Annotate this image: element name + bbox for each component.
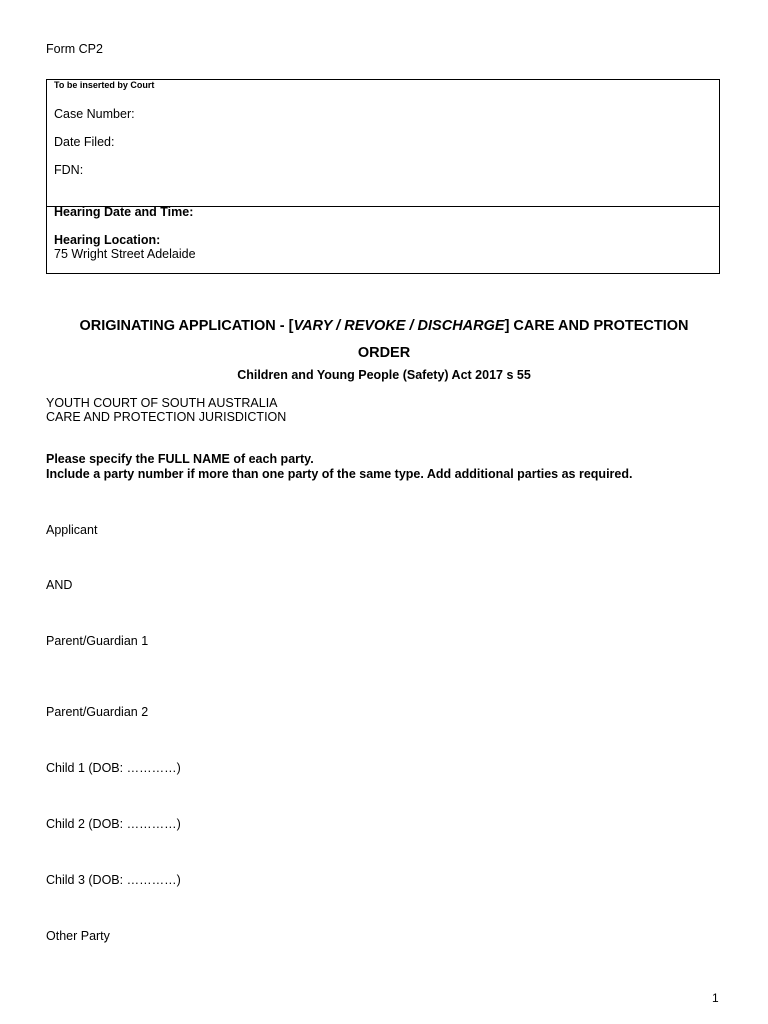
court-box-heading: To be inserted by Court bbox=[54, 80, 155, 90]
title-options: VARY / REVOKE / DISCHARGE bbox=[293, 318, 505, 334]
party-child-3: Child 3 (DOB: …………) bbox=[46, 873, 181, 887]
party-parent-guardian-2: Parent/Guardian 2 bbox=[46, 705, 149, 719]
document-title-line2: ORDER bbox=[357, 345, 411, 361]
form-id: Form CP2 bbox=[46, 42, 103, 56]
fdn-label: FDN: bbox=[54, 163, 84, 177]
case-number-label: Case Number: bbox=[54, 107, 135, 121]
party-child-1: Child 1 (DOB: …………) bbox=[46, 761, 181, 775]
court-jurisdiction: CARE AND PROTECTION JURISDICTION bbox=[46, 410, 287, 424]
title-prefix: ORIGINATING APPLICATION - [ bbox=[79, 318, 294, 334]
title-suffix: ] CARE AND PROTECTION bbox=[504, 318, 689, 334]
instructions-line2: Include a party number if more than one party of the same type. Add additional parties as required. bbox=[46, 467, 633, 481]
page-number: 1 bbox=[712, 991, 719, 1005]
party-parent-guardian-1: Parent/Guardian 1 bbox=[46, 634, 149, 648]
hearing-location-value: 75 Wright Street Adelaide bbox=[54, 247, 196, 261]
hearing-location-label: Hearing Location: bbox=[54, 233, 161, 247]
instructions-line1: Please specify the FULL NAME of each party. bbox=[46, 452, 314, 466]
act-reference: Children and Young People (Safety) Act 2017 s 55 bbox=[237, 368, 531, 382]
document-title-line1 bbox=[46, 317, 722, 335]
date-filed-label: Date Filed: bbox=[54, 135, 115, 149]
court-use-box bbox=[46, 79, 720, 274]
party-applicant: Applicant bbox=[46, 523, 98, 537]
party-other: Other Party bbox=[46, 929, 110, 943]
party-child-2: Child 2 (DOB: …………) bbox=[46, 817, 181, 831]
court-name: YOUTH COURT OF SOUTH AUSTRALIA bbox=[46, 396, 278, 410]
party-and: AND bbox=[46, 578, 73, 592]
hearing-date-time-label: Hearing Date and Time: bbox=[54, 205, 194, 219]
